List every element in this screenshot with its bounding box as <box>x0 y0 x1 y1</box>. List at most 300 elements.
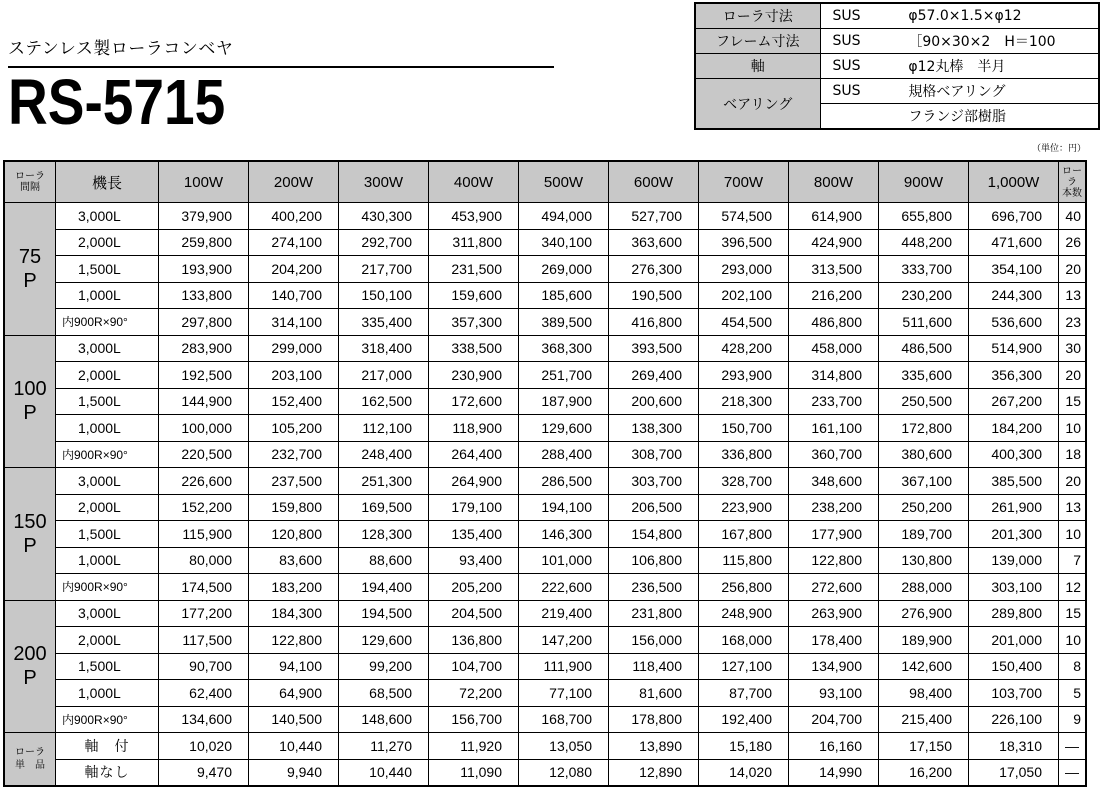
price-table <box>3 160 1087 787</box>
price-row <box>4 229 1086 256</box>
price-cell: 272,600 <box>789 574 879 601</box>
price-cell: 184,200 <box>969 415 1059 442</box>
price-row <box>4 388 1086 415</box>
price-cell: 194,400 <box>339 574 429 601</box>
price-cell: 283,900 <box>159 335 249 362</box>
price-cell: 385,500 <box>969 468 1059 495</box>
length-label: 内900R×90° <box>56 309 159 336</box>
price-cell: 18,310 <box>969 733 1059 760</box>
header-width: 100W <box>159 161 249 203</box>
price-cell: 77,100 <box>519 680 609 707</box>
price-cell: 13,050 <box>519 733 609 760</box>
header-width: 200W <box>249 161 339 203</box>
header-width: 500W <box>519 161 609 203</box>
price-cell: 536,600 <box>969 309 1059 336</box>
length-label: 1,500L <box>56 388 159 415</box>
spec-value: フランジ部樹脂 <box>902 104 1099 130</box>
roller-count-cell: 10 <box>1059 627 1087 654</box>
roller-count-cell: 26 <box>1059 229 1087 256</box>
price-cell: 336,800 <box>699 441 789 468</box>
price-cell: 354,100 <box>969 256 1059 283</box>
length-label: 1,500L <box>56 653 159 680</box>
price-cell: 448,200 <box>879 229 969 256</box>
length-label: 2,000L <box>56 494 159 521</box>
length-label: 内900R×90° <box>56 441 159 468</box>
price-cell: 194,100 <box>519 494 609 521</box>
price-row <box>4 759 1086 786</box>
price-cell: 200,600 <box>609 388 699 415</box>
price-cell: 64,900 <box>249 680 339 707</box>
spec-label: ベアリング <box>695 79 820 130</box>
price-cell: 251,700 <box>519 362 609 389</box>
price-cell: 117,500 <box>159 627 249 654</box>
price-cell: 232,700 <box>249 441 339 468</box>
price-cell: 204,500 <box>429 600 519 627</box>
price-cell: 380,600 <box>879 441 969 468</box>
price-cell: 189,700 <box>879 521 969 548</box>
price-cell: 297,800 <box>159 309 249 336</box>
header-width: 700W <box>699 161 789 203</box>
price-cell: 206,500 <box>609 494 699 521</box>
roller-count-cell: 13 <box>1059 282 1087 309</box>
price-cell: 274,100 <box>249 229 339 256</box>
price-cell: 130,800 <box>879 547 969 574</box>
price-row <box>4 256 1086 283</box>
price-row <box>4 282 1086 309</box>
roller-pitch-label: 150 P <box>4 468 56 601</box>
price-cell: 192,400 <box>699 706 789 733</box>
spec-row <box>695 29 1099 54</box>
price-row <box>4 574 1086 601</box>
price-cell: 219,400 <box>519 600 609 627</box>
price-row <box>4 415 1086 442</box>
price-cell: 128,300 <box>339 521 429 548</box>
price-cell: 379,900 <box>159 203 249 230</box>
price-cell: 340,100 <box>519 229 609 256</box>
price-cell: 203,100 <box>249 362 339 389</box>
price-cell: 93,100 <box>789 680 879 707</box>
price-cell: 10,440 <box>249 733 339 760</box>
price-cell: 220,500 <box>159 441 249 468</box>
price-cell: 318,400 <box>339 335 429 362</box>
price-cell: 222,600 <box>519 574 609 601</box>
price-row <box>4 203 1086 230</box>
price-cell: 17,050 <box>969 759 1059 786</box>
spec-label: 軸 <box>695 54 820 79</box>
price-row <box>4 733 1086 760</box>
price-cell: 135,400 <box>429 521 519 548</box>
price-cell: 111,900 <box>519 653 609 680</box>
price-cell: 259,800 <box>159 229 249 256</box>
price-cell: 400,300 <box>969 441 1059 468</box>
price-cell: 159,600 <box>429 282 519 309</box>
price-cell: 13,890 <box>609 733 699 760</box>
spec-row <box>695 79 1099 104</box>
length-label: 3,000L <box>56 203 159 230</box>
price-cell: 303,100 <box>969 574 1059 601</box>
price-cell: 360,700 <box>789 441 879 468</box>
price-cell: 152,400 <box>249 388 339 415</box>
price-cell: 276,900 <box>879 600 969 627</box>
price-cell: 226,600 <box>159 468 249 495</box>
price-cell: 201,300 <box>969 521 1059 548</box>
spec-material: SUS <box>820 54 902 79</box>
price-cell: 453,900 <box>429 203 519 230</box>
price-cell: 614,900 <box>789 203 879 230</box>
price-cell: 217,000 <box>339 362 429 389</box>
price-cell: 286,500 <box>519 468 609 495</box>
spec-material: SUS <box>820 29 902 54</box>
unit-note: （単位：円） <box>1031 144 1086 154</box>
price-cell: 87,700 <box>699 680 789 707</box>
length-label: 内900R×90° <box>56 574 159 601</box>
price-row <box>4 468 1086 495</box>
roller-pitch-label: 200 P <box>4 600 56 733</box>
price-cell: 204,200 <box>249 256 339 283</box>
price-cell: 172,600 <box>429 388 519 415</box>
price-cell: 162,500 <box>339 388 429 415</box>
price-header-row <box>4 161 1086 203</box>
price-cell: 293,900 <box>699 362 789 389</box>
price-cell: 231,800 <box>609 600 699 627</box>
length-label: 2,000L <box>56 229 159 256</box>
roller-count-cell: 15 <box>1059 600 1087 627</box>
price-cell: 393,500 <box>609 335 699 362</box>
price-cell: 11,920 <box>429 733 519 760</box>
roller-count-cell: 18 <box>1059 441 1087 468</box>
price-cell: 177,900 <box>789 521 879 548</box>
price-cell: 187,900 <box>519 388 609 415</box>
product-subtitle: ステンレス製ローラコンベヤ <box>8 39 234 59</box>
spec-material: SUS <box>820 3 902 29</box>
price-cell: 11,090 <box>429 759 519 786</box>
price-cell: 205,200 <box>429 574 519 601</box>
roller-count-cell: 8 <box>1059 653 1087 680</box>
price-cell: 264,400 <box>429 441 519 468</box>
roller-count-cell: 23 <box>1059 309 1087 336</box>
price-cell: 68,500 <box>339 680 429 707</box>
price-cell: 14,990 <box>789 759 879 786</box>
spec-label: フレーム寸法 <box>695 29 820 54</box>
price-cell: 248,400 <box>339 441 429 468</box>
price-cell: 223,900 <box>699 494 789 521</box>
spec-material <box>820 104 902 130</box>
price-cell: 101,000 <box>519 547 609 574</box>
price-cell: 120,800 <box>249 521 339 548</box>
roller-count-cell: 20 <box>1059 256 1087 283</box>
price-cell: 10,020 <box>159 733 249 760</box>
price-cell: 218,300 <box>699 388 789 415</box>
header-width: 900W <box>879 161 969 203</box>
header-width: 300W <box>339 161 429 203</box>
roller-count-cell: 12 <box>1059 574 1087 601</box>
price-cell: 17,150 <box>879 733 969 760</box>
price-cell: 15,180 <box>699 733 789 760</box>
roller-count-cell: 10 <box>1059 521 1087 548</box>
price-cell: 148,600 <box>339 706 429 733</box>
price-cell: 338,500 <box>429 335 519 362</box>
price-cell: 118,400 <box>609 653 699 680</box>
price-cell: 424,900 <box>789 229 879 256</box>
roller-count-cell: 10 <box>1059 415 1087 442</box>
price-cell: 115,900 <box>159 521 249 548</box>
price-cell: 303,700 <box>609 468 699 495</box>
price-cell: 367,100 <box>879 468 969 495</box>
length-label: 軸 付 <box>56 733 159 760</box>
price-row <box>4 335 1086 362</box>
price-cell: 147,200 <box>519 627 609 654</box>
roller-count-cell: 30 <box>1059 335 1087 362</box>
price-cell: 299,000 <box>249 335 339 362</box>
price-cell: 129,600 <box>519 415 609 442</box>
length-label: 1,500L <box>56 256 159 283</box>
spec-row <box>695 54 1099 79</box>
price-cell: 122,800 <box>249 627 339 654</box>
price-cell: 311,800 <box>429 229 519 256</box>
spec-value: 規格ベアリング <box>902 79 1099 104</box>
price-cell: 216,200 <box>789 282 879 309</box>
price-row <box>4 547 1086 574</box>
price-row <box>4 706 1086 733</box>
price-cell: 168,700 <box>519 706 609 733</box>
price-cell: 16,160 <box>789 733 879 760</box>
price-cell: 83,600 <box>249 547 339 574</box>
price-cell: 99,200 <box>339 653 429 680</box>
price-row <box>4 362 1086 389</box>
length-label: 内900R×90° <box>56 706 159 733</box>
price-row <box>4 521 1086 548</box>
header-width: 1,000W <box>969 161 1059 203</box>
price-row <box>4 600 1086 627</box>
roller-count-cell: 5 <box>1059 680 1087 707</box>
length-label: 1,000L <box>56 547 159 574</box>
spec-material: SUS <box>820 79 902 104</box>
price-cell: 396,500 <box>699 229 789 256</box>
price-cell: 129,600 <box>339 627 429 654</box>
price-cell: 159,800 <box>249 494 339 521</box>
price-cell: 194,500 <box>339 600 429 627</box>
price-cell: 511,600 <box>879 309 969 336</box>
price-cell: 471,600 <box>969 229 1059 256</box>
price-cell: 90,700 <box>159 653 249 680</box>
price-cell: 261,900 <box>969 494 1059 521</box>
length-label: 2,000L <box>56 362 159 389</box>
price-cell: 233,700 <box>789 388 879 415</box>
price-cell: 248,900 <box>699 600 789 627</box>
price-cell: 201,000 <box>969 627 1059 654</box>
length-label: 2,000L <box>56 627 159 654</box>
length-label: 1,000L <box>56 680 159 707</box>
price-cell: 267,200 <box>969 388 1059 415</box>
price-cell: 174,500 <box>159 574 249 601</box>
roller-count-cell: 20 <box>1059 362 1087 389</box>
price-cell: 428,200 <box>699 335 789 362</box>
price-cell: 486,500 <box>879 335 969 362</box>
price-cell: 696,700 <box>969 203 1059 230</box>
price-cell: 185,600 <box>519 282 609 309</box>
price-cell: 400,200 <box>249 203 339 230</box>
price-cell: 416,800 <box>609 309 699 336</box>
price-cell: 122,800 <box>789 547 879 574</box>
price-cell: 183,200 <box>249 574 339 601</box>
price-cell: 430,300 <box>339 203 429 230</box>
price-cell: 236,500 <box>609 574 699 601</box>
price-row <box>4 441 1086 468</box>
length-label: 3,000L <box>56 600 159 627</box>
price-cell: 308,700 <box>609 441 699 468</box>
price-cell: 313,500 <box>789 256 879 283</box>
price-cell: 12,080 <box>519 759 609 786</box>
price-cell: 115,800 <box>699 547 789 574</box>
price-cell: 237,500 <box>249 468 339 495</box>
price-cell: 152,200 <box>159 494 249 521</box>
price-cell: 142,600 <box>879 653 969 680</box>
roller-count-cell: 13 <box>1059 494 1087 521</box>
length-label: 3,000L <box>56 468 159 495</box>
length-label: 1,000L <box>56 282 159 309</box>
price-row <box>4 494 1086 521</box>
price-cell: 251,300 <box>339 468 429 495</box>
price-cell: 230,200 <box>879 282 969 309</box>
roller-count-cell: 9 <box>1059 706 1087 733</box>
price-cell: 150,400 <box>969 653 1059 680</box>
price-cell: 250,500 <box>879 388 969 415</box>
roller-pitch-label: ローラ 単 品 <box>4 733 56 787</box>
price-cell: 215,400 <box>879 706 969 733</box>
price-cell: 250,200 <box>879 494 969 521</box>
price-cell: 363,600 <box>609 229 699 256</box>
price-cell: 127,100 <box>699 653 789 680</box>
price-cell: 140,700 <box>249 282 339 309</box>
length-label: 軸なし <box>56 759 159 786</box>
price-cell: 289,800 <box>969 600 1059 627</box>
price-cell: 189,900 <box>879 627 969 654</box>
price-cell: 146,300 <box>519 521 609 548</box>
length-label: 3,000L <box>56 335 159 362</box>
price-cell: 94,100 <box>249 653 339 680</box>
roller-pitch-label: 100 P <box>4 335 56 468</box>
price-row <box>4 627 1086 654</box>
price-cell: 389,500 <box>519 309 609 336</box>
price-cell: 103,700 <box>969 680 1059 707</box>
spec-value: φ57.0×1.5×φ12 <box>902 3 1099 29</box>
price-cell: 356,300 <box>969 362 1059 389</box>
price-cell: 150,700 <box>699 415 789 442</box>
price-cell: 105,200 <box>249 415 339 442</box>
roller-pitch-label: 75 P <box>4 203 56 336</box>
price-cell: 368,300 <box>519 335 609 362</box>
price-cell: 288,000 <box>879 574 969 601</box>
price-cell: 156,000 <box>609 627 699 654</box>
price-cell: 88,600 <box>339 547 429 574</box>
spec-row <box>695 3 1099 29</box>
price-cell: 9,470 <box>159 759 249 786</box>
price-cell: 486,800 <box>789 309 879 336</box>
price-cell: 62,400 <box>159 680 249 707</box>
price-row <box>4 653 1086 680</box>
price-cell: 238,200 <box>789 494 879 521</box>
price-cell: 179,100 <box>429 494 519 521</box>
price-cell: 184,300 <box>249 600 339 627</box>
spec-table <box>694 2 1100 130</box>
price-cell: 263,900 <box>789 600 879 627</box>
price-cell: 106,800 <box>609 547 699 574</box>
price-cell: 134,600 <box>159 706 249 733</box>
price-cell: 112,100 <box>339 415 429 442</box>
price-cell: 72,200 <box>429 680 519 707</box>
price-cell: 100,000 <box>159 415 249 442</box>
price-cell: 16,200 <box>879 759 969 786</box>
price-cell: 178,800 <box>609 706 699 733</box>
price-cell: 574,500 <box>699 203 789 230</box>
roller-count-cell: 40 <box>1059 203 1087 230</box>
price-cell: 167,800 <box>699 521 789 548</box>
price-cell: 226,100 <box>969 706 1059 733</box>
price-cell: 12,890 <box>609 759 699 786</box>
length-label: 1,500L <box>56 521 159 548</box>
price-cell: 193,900 <box>159 256 249 283</box>
model-number: RS-5715 <box>8 66 226 138</box>
price-cell: 98,400 <box>879 680 969 707</box>
price-row <box>4 309 1086 336</box>
price-cell: 118,900 <box>429 415 519 442</box>
header-length: 機長 <box>56 161 159 203</box>
price-cell: 81,600 <box>609 680 699 707</box>
roller-count-cell: 7 <box>1059 547 1087 574</box>
price-cell: 454,500 <box>699 309 789 336</box>
price-cell: 178,400 <box>789 627 879 654</box>
header-roller-pitch: ローラ 間隔 <box>4 161 56 203</box>
price-cell: 293,000 <box>699 256 789 283</box>
price-cell: 357,300 <box>429 309 519 336</box>
price-cell: 527,700 <box>609 203 699 230</box>
roller-count-cell: — <box>1059 759 1087 786</box>
price-cell: 335,400 <box>339 309 429 336</box>
price-cell: 172,800 <box>879 415 969 442</box>
price-cell: 11,270 <box>339 733 429 760</box>
price-cell: 231,500 <box>429 256 519 283</box>
price-cell: 269,000 <box>519 256 609 283</box>
price-cell: 494,000 <box>519 203 609 230</box>
header-width: 600W <box>609 161 699 203</box>
price-cell: 138,300 <box>609 415 699 442</box>
price-cell: 80,000 <box>159 547 249 574</box>
price-cell: 217,700 <box>339 256 429 283</box>
price-cell: 93,400 <box>429 547 519 574</box>
price-cell: 9,940 <box>249 759 339 786</box>
price-cell: 136,800 <box>429 627 519 654</box>
roller-count-cell: — <box>1059 733 1087 760</box>
price-cell: 256,800 <box>699 574 789 601</box>
price-cell: 230,900 <box>429 362 519 389</box>
price-cell: 655,800 <box>879 203 969 230</box>
header-roller-count: ローラ 本数 <box>1059 161 1087 203</box>
price-cell: 335,600 <box>879 362 969 389</box>
price-cell: 169,500 <box>339 494 429 521</box>
header-width: 400W <box>429 161 519 203</box>
spec-value: φ12丸棒 半月 <box>902 54 1099 79</box>
price-cell: 154,800 <box>609 521 699 548</box>
price-cell: 133,800 <box>159 282 249 309</box>
price-cell: 458,000 <box>789 335 879 362</box>
price-cell: 134,900 <box>789 653 879 680</box>
price-cell: 10,440 <box>339 759 429 786</box>
price-cell: 328,700 <box>699 468 789 495</box>
price-cell: 139,000 <box>969 547 1059 574</box>
price-cell: 264,900 <box>429 468 519 495</box>
price-cell: 269,400 <box>609 362 699 389</box>
price-cell: 177,200 <box>159 600 249 627</box>
